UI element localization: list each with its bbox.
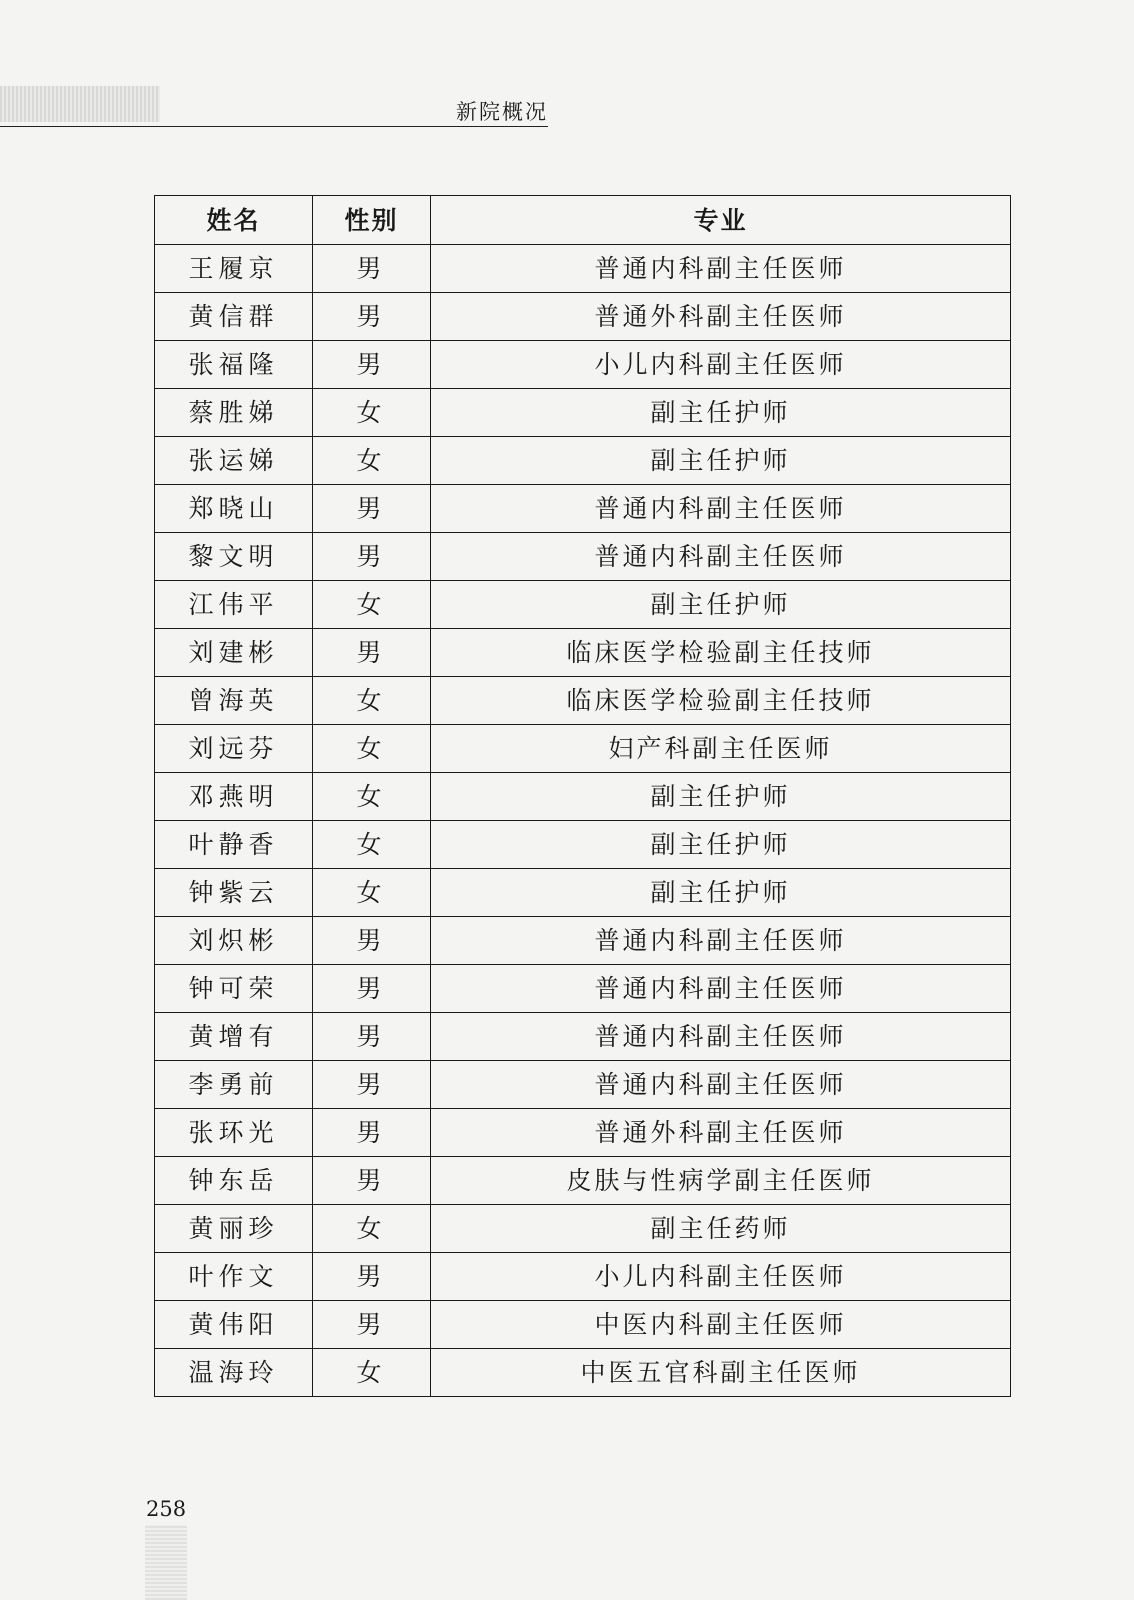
cell-major: 普通内科副主任医师: [431, 917, 1011, 965]
table-row: [155, 821, 1011, 869]
running-header: [0, 100, 548, 127]
cell-gender: 女: [313, 821, 431, 869]
cell-major: 普通内科副主任医师: [431, 965, 1011, 1013]
table-row: [155, 341, 1011, 389]
cell-major: 中医内科副主任医师: [431, 1301, 1011, 1349]
cell-gender: 女: [313, 1205, 431, 1253]
table-row: [155, 1205, 1011, 1253]
cell-major: 中医五官科副主任医师: [431, 1349, 1011, 1397]
cell-name: 李勇前: [155, 1061, 313, 1109]
cell-name: 曾海英: [155, 677, 313, 725]
cell-name: 黄丽珍: [155, 1205, 313, 1253]
column-header-name: 姓名: [155, 196, 313, 245]
cell-name: 张运娣: [155, 437, 313, 485]
cell-major: 普通外科副主任医师: [431, 1109, 1011, 1157]
cell-major: 小儿内科副主任医师: [431, 1253, 1011, 1301]
cell-major: 副主任药师: [431, 1205, 1011, 1253]
table-row: [155, 629, 1011, 677]
cell-name: 黄增有: [155, 1013, 313, 1061]
table-row: [155, 725, 1011, 773]
table-row: [155, 1301, 1011, 1349]
table-row: [155, 1157, 1011, 1205]
cell-gender: 男: [313, 245, 431, 293]
table-row: [155, 245, 1011, 293]
cell-major: 普通外科副主任医师: [431, 293, 1011, 341]
cell-gender: 男: [313, 917, 431, 965]
cell-name: 叶作文: [155, 1253, 313, 1301]
cell-gender: 女: [313, 677, 431, 725]
cell-major: 普通内科副主任医师: [431, 1061, 1011, 1109]
column-header-gender: 性别: [313, 196, 431, 245]
cell-name: 钟可荣: [155, 965, 313, 1013]
cell-major: 妇产科副主任医师: [431, 725, 1011, 773]
cell-name: 黎文明: [155, 533, 313, 581]
cell-gender: 男: [313, 533, 431, 581]
cell-gender: 男: [313, 341, 431, 389]
cell-gender: 男: [313, 1013, 431, 1061]
cell-major: 普通内科副主任医师: [431, 245, 1011, 293]
cell-major: 副主任护师: [431, 821, 1011, 869]
table-row: [155, 1349, 1011, 1397]
cell-gender: 男: [313, 1301, 431, 1349]
cell-name: 江伟平: [155, 581, 313, 629]
cell-name: 邓燕明: [155, 773, 313, 821]
cell-gender: 女: [313, 773, 431, 821]
cell-gender: 男: [313, 629, 431, 677]
cell-major: 普通内科副主任医师: [431, 1013, 1011, 1061]
cell-name: 刘建彬: [155, 629, 313, 677]
cell-major: 副主任护师: [431, 437, 1011, 485]
cell-name: 钟紫云: [155, 869, 313, 917]
cell-name: 黄信群: [155, 293, 313, 341]
cell-major: 副主任护师: [431, 389, 1011, 437]
staff-table-container: [154, 195, 1010, 1397]
cell-name: 叶静香: [155, 821, 313, 869]
cell-gender: 男: [313, 1061, 431, 1109]
cell-gender: 男: [313, 1157, 431, 1205]
cell-name: 张福隆: [155, 341, 313, 389]
cell-major: 普通内科副主任医师: [431, 485, 1011, 533]
cell-major: 临床医学检验副主任技师: [431, 677, 1011, 725]
table-row: [155, 965, 1011, 1013]
cell-name: 温海玲: [155, 1349, 313, 1397]
table-row: [155, 773, 1011, 821]
cell-name: 郑晓山: [155, 485, 313, 533]
page-number: 258: [146, 1497, 187, 1521]
table-row: [155, 1061, 1011, 1109]
cell-gender: 女: [313, 725, 431, 773]
cell-major: 临床医学检验副主任技师: [431, 629, 1011, 677]
table-row: [155, 1013, 1011, 1061]
cell-name: 刘炽彬: [155, 917, 313, 965]
cell-gender: 男: [313, 965, 431, 1013]
table-row: [155, 581, 1011, 629]
running-header-title: 新院概况: [456, 100, 548, 124]
table-row: [155, 869, 1011, 917]
cell-name: 张环光: [155, 1109, 313, 1157]
cell-gender: 女: [313, 1349, 431, 1397]
table-row: [155, 485, 1011, 533]
cell-major: 小儿内科副主任医师: [431, 341, 1011, 389]
table-row: [155, 533, 1011, 581]
cell-major: 副主任护师: [431, 581, 1011, 629]
cell-gender: 女: [313, 389, 431, 437]
cell-gender: 男: [313, 1109, 431, 1157]
table-row: [155, 1109, 1011, 1157]
table-row: [155, 917, 1011, 965]
cell-gender: 男: [313, 485, 431, 533]
cell-name: 钟东岳: [155, 1157, 313, 1205]
table-body: [155, 245, 1011, 1397]
cell-name: 刘远芬: [155, 725, 313, 773]
cell-gender: 男: [313, 293, 431, 341]
scan-shading-bottom: [145, 1525, 187, 1600]
cell-name: 蔡胜娣: [155, 389, 313, 437]
cell-gender: 女: [313, 869, 431, 917]
table-row: [155, 293, 1011, 341]
column-header-major: 专业: [431, 196, 1011, 245]
table-row: [155, 1253, 1011, 1301]
cell-gender: 男: [313, 1253, 431, 1301]
cell-gender: 女: [313, 581, 431, 629]
cell-major: 副主任护师: [431, 869, 1011, 917]
table-row: [155, 389, 1011, 437]
cell-major: 普通内科副主任医师: [431, 533, 1011, 581]
staff-table: [154, 195, 1011, 1397]
cell-major: 副主任护师: [431, 773, 1011, 821]
cell-name: 黄伟阳: [155, 1301, 313, 1349]
cell-name: 王履京: [155, 245, 313, 293]
cell-major: 皮肤与性病学副主任医师: [431, 1157, 1011, 1205]
table-header-row: [155, 196, 1011, 245]
cell-gender: 女: [313, 437, 431, 485]
table-row: [155, 677, 1011, 725]
table-row: [155, 437, 1011, 485]
